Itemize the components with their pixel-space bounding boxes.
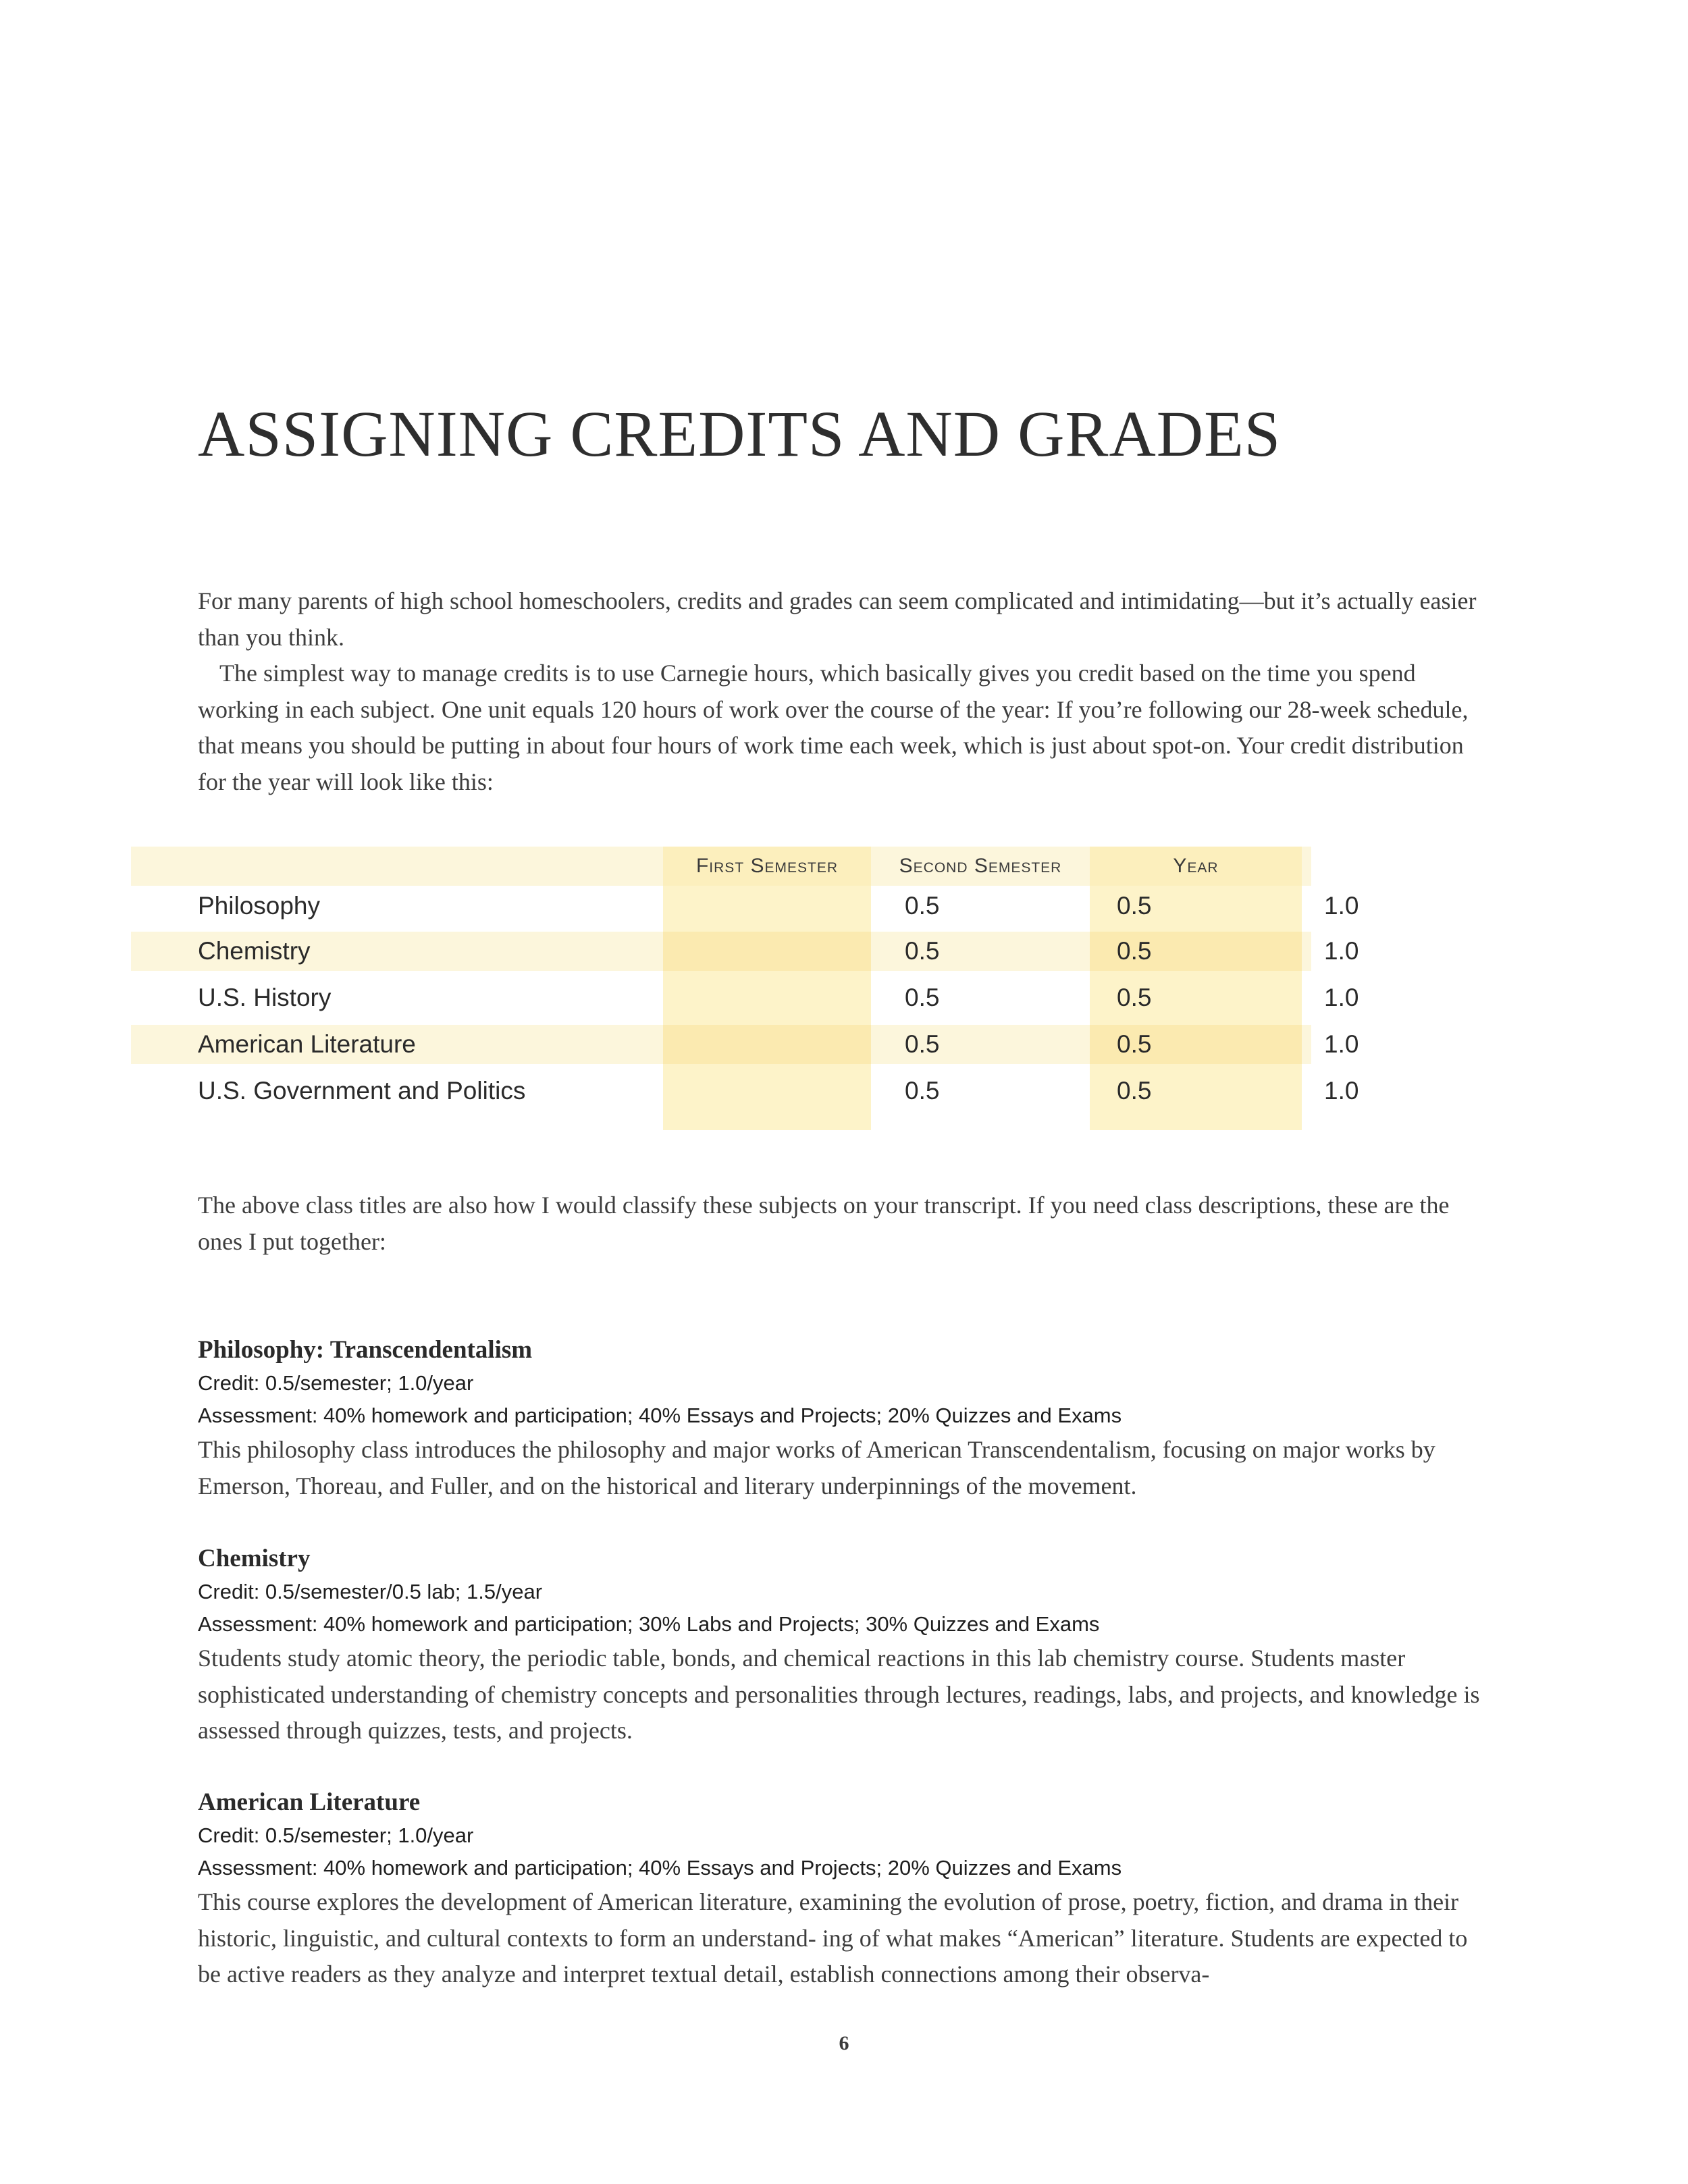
first-semester-column-bg	[663, 847, 871, 1130]
course-section	[198, 1542, 1487, 1749]
course-credit: Credit: 0.5/semester; 1.0/year	[198, 1823, 474, 1847]
first-semester-cell: 0.5	[905, 937, 940, 965]
subject-cell: U.S. Government and Politics	[198, 1077, 526, 1104]
course-assessment: Assessment: 40% homework and participation; 30% Labs and Projects; 30% Quizzes and Exams	[198, 1612, 1100, 1636]
first-semester-cell: 0.5	[905, 1077, 940, 1104]
cell-shade	[663, 932, 871, 971]
second-semester-cell: 0.5	[1117, 1077, 1152, 1104]
header-year: Year	[1173, 855, 1219, 877]
course-section	[198, 1786, 1487, 1993]
credit-table	[131, 847, 1359, 1130]
course-title: Philosophy: Transcendentalism	[198, 1336, 533, 1364]
course-credit: Credit: 0.5/semester/0.5 lab; 1.5/year	[198, 1580, 543, 1603]
year-cell: 1.0	[1324, 937, 1359, 965]
course-description: This course explores the development of American literature, examining the evolution of prose, poetry, fiction, and drama in their historic, linguistic, and cultural contexts to form an understand- ing of what makes “American” literature. Students are expected to be active readers as they analyze and interpret textual detail, establish connections among their observa-	[198, 1888, 1468, 1988]
course-description: This philosophy class introduces the philosophy and major works of American Transcendentalism, focusing on major works by Emerson, Thoreau, and Fuller, and on the historical and literary underpinnings of the movement.	[198, 1436, 1435, 1499]
page-title: ASSIGNING CREDITS AND GRADES	[198, 398, 1282, 470]
after-table-text: The above class titles are also how I would classify these subjects on your transcript. If you need class descriptions, these are the ones I put together:	[198, 1192, 1450, 1255]
page-number: 6	[839, 2032, 849, 2054]
header-first-semester: First Semester	[695, 855, 839, 877]
course-assessment: Assessment: 40% homework and participation; 40% Essays and Projects; 20% Quizzes and Exams	[198, 1404, 1122, 1427]
year-cell: 1.0	[1324, 984, 1359, 1011]
subject-cell: Philosophy	[198, 892, 321, 920]
second-semester-cell: 0.5	[1117, 984, 1152, 1011]
second-semester-cell: 0.5	[1117, 937, 1152, 965]
first-semester-cell: 0.5	[905, 984, 940, 1011]
first-semester-cell: 0.5	[905, 892, 940, 920]
first-semester-cell: 0.5	[905, 1030, 940, 1058]
subject-cell: U.S. History	[198, 984, 332, 1011]
subject-cell: Chemistry	[198, 937, 311, 965]
year-cell: 1.0	[1324, 1077, 1359, 1104]
cell-shade	[663, 1025, 871, 1064]
course-section	[198, 1333, 1487, 1504]
intro-paragraph-1: For many parents of high school homeschoolers, credits and grades can seem complicated and intimidating—but it’s actually easier than you think.	[198, 587, 1477, 651]
course-title: American Literature	[198, 1788, 421, 1816]
second-semester-cell: 0.5	[1117, 1030, 1152, 1058]
year-cell: 1.0	[1324, 892, 1359, 920]
subject-cell: American Literature	[198, 1030, 416, 1058]
year-cell: 1.0	[1324, 1030, 1359, 1058]
header-second-semester: Second Semester	[899, 855, 1062, 877]
course-title: Chemistry	[198, 1545, 311, 1572]
intro-paragraph-2: The simplest way to manage credits is to use Carnegie hours, which basically gives you credit based on the time you spend working in each subject. One unit equals 120 hours of work over the course of the year: If you’re following our 28-week schedule, that means you should be putting in about four hours of work time each week, which is just about spot-on. Your credit distribution for the year will look like this:	[198, 660, 1469, 795]
course-credit: Credit: 0.5/semester; 1.0/year	[198, 1371, 474, 1395]
second-semester-cell: 0.5	[1117, 892, 1152, 920]
intro-text	[198, 583, 1487, 800]
course-assessment: Assessment: 40% homework and participation; 40% Essays and Projects; 20% Quizzes and Exams	[198, 1856, 1122, 1880]
course-description: Students study atomic theory, the periodic table, bonds, and chemical reactions in this lab chemistry course. Students master sophisticated understanding of chemistry concepts and personalities through lectures, readings, labs, and projects, and knowledge is assessed through quizzes, tests, and projects.	[198, 1645, 1480, 1744]
